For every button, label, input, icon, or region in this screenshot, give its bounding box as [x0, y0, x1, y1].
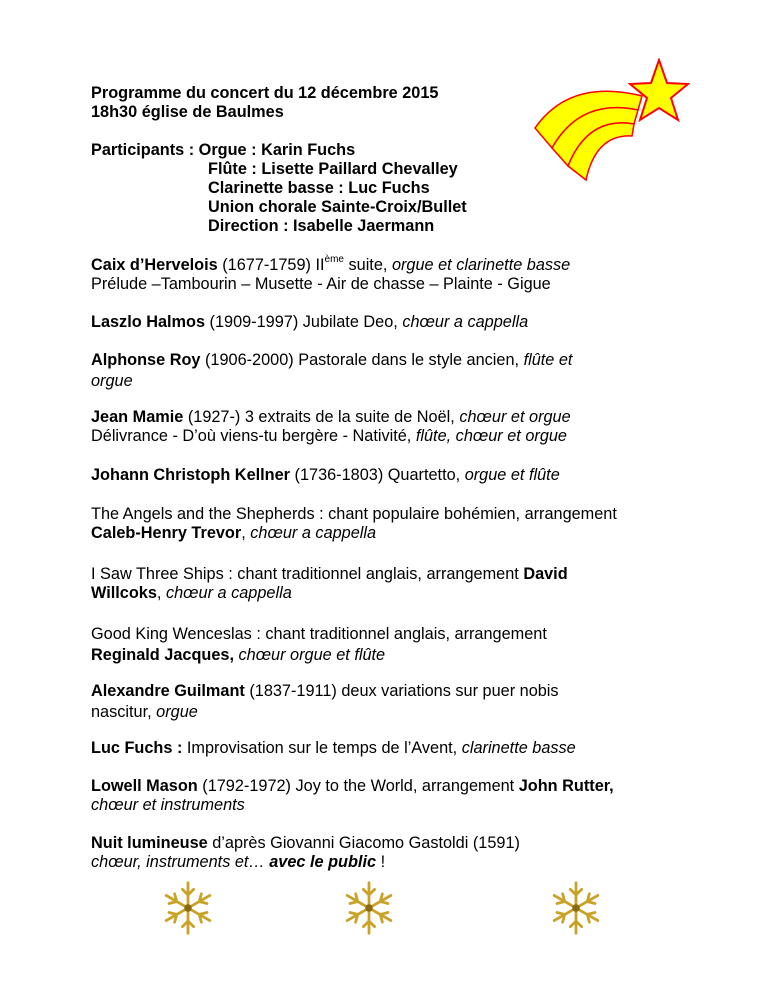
composer: Laszlo Halmos	[91, 313, 206, 331]
participant-line: Direction : Isabelle Jaermann	[208, 217, 435, 235]
instrumentation: orgue et clarinette basse	[391, 256, 571, 274]
program-item-wenceslas: Good King Wenceslas : chant traditionnel anglais, arrangement Reginald Jacques, chœur orgue et flûte	[91, 625, 547, 664]
program-item-halmos: Laszlo Halmos (1909-1997) Jubilate Deo, chœur a cappella	[91, 313, 529, 331]
participant-line: Union chorale Sainte-Croix/Bullet	[208, 198, 467, 216]
composer: Lowell Mason	[91, 777, 198, 795]
program-subtitle: 18h30 église de Baulmes	[91, 103, 284, 121]
program-item-fuchs: Luc Fuchs : Improvisation sur le temps de l’Avent, clarinette basse	[91, 739, 576, 757]
arranger: David	[523, 565, 568, 583]
composer: Johann Christoph Kellner	[91, 466, 291, 484]
work-title: Nuit lumineuse	[91, 834, 208, 852]
instrumentation: chœur orgue et flûte	[233, 646, 386, 664]
arranger: Caleb-Henry Trevor	[91, 524, 242, 542]
participant-line: Flûte : Lisette Paillard Chevalley	[208, 160, 458, 178]
participants-section	[91, 141, 711, 236]
instrumentation: chœur et instruments	[91, 796, 245, 814]
composer: Jean Mamie	[91, 408, 184, 426]
arranger: Reginald Jacques,	[91, 646, 234, 664]
instrumentation: clarinette basse	[461, 739, 576, 757]
program-item-mason: Lowell Mason (1792-1972) Joy to the World, arrangement John Rutter, chœur et instruments	[91, 777, 614, 814]
snowflake-icon	[548, 880, 604, 936]
participant-line: Clarinette basse : Luc Fuchs	[208, 179, 430, 197]
instrumentation: flûte, chœur et orgue	[415, 427, 567, 445]
arranger: John Rutter,	[518, 777, 614, 795]
participants-label: Participants :	[91, 141, 199, 159]
composer: Alphonse Roy	[91, 351, 201, 369]
snowflake-icon	[160, 880, 216, 936]
program-item-ships: I Saw Three Ships : chant traditionnel anglais, arrangement David Willcoks, chœur a cappella	[91, 565, 568, 602]
instrumentation: orgue	[156, 703, 198, 721]
program-item-mamie: Jean Mamie (1927-) 3 extraits de la suite de Noël, chœur et orgue Délivrance - D’où viens-tu bergère - Nativité, flûte, chœur et orgue	[91, 408, 571, 445]
snowflake-icon	[341, 880, 397, 936]
arranger: Willcoks	[91, 584, 157, 602]
program-item-roy: Alphonse Roy (1906-2000) Pastorale dans le style ancien, flûte et orgue	[91, 351, 573, 390]
instrumentation: orgue	[91, 372, 133, 390]
program-title: Programme du concert du 12 décembre 2015	[91, 84, 439, 102]
instrumentation: flûte et	[523, 351, 573, 369]
program-item-guilmant: Alexandre Guilmant (1837-1911) deux variations sur puer nobis nascitur, orgue	[91, 682, 559, 721]
movements: Prélude –Tambourin – Musette - Air de chasse – Plainte - Gigue	[91, 275, 551, 293]
program-item-nuit: Nuit lumineuse d’après Giovanni Giacomo Gastoldi (1591) chœur, instruments et… avec le public !	[91, 834, 520, 871]
instrumentation: chœur a cappella	[402, 313, 529, 331]
composer: Caix d’Hervelois	[91, 256, 218, 274]
program-item-kellner: Johann Christoph Kellner (1736-1803) Quartetto, orgue et flûte	[91, 466, 560, 484]
instrumentation: orgue et flûte	[464, 466, 560, 484]
instrumentation: chœur, instruments et…	[91, 853, 270, 871]
participant-line: Orgue : Karin Fuchs	[198, 141, 356, 159]
program-item-caix: Caix d’Hervelois (1677-1759) IIème suite, orgue et clarinette basse Prélude –Tambourin – Musette - Air de chasse – Plainte - Gigue	[91, 256, 711, 294]
instrumentation: chœur a cappella	[165, 584, 292, 602]
composer: Luc Fuchs :	[91, 739, 183, 757]
concert-program	[91, 84, 711, 872]
instrumentation: chœur a cappella	[250, 524, 377, 542]
instrumentation: chœur et orgue	[459, 408, 571, 426]
composer: Alexandre Guilmant	[91, 682, 245, 700]
audience-note: avec le public	[269, 853, 377, 871]
program-item-angels: The Angels and the Shepherds : chant populaire bohémien, arrangement Caleb-Henry Trevor, chœur a cappella	[91, 505, 617, 542]
